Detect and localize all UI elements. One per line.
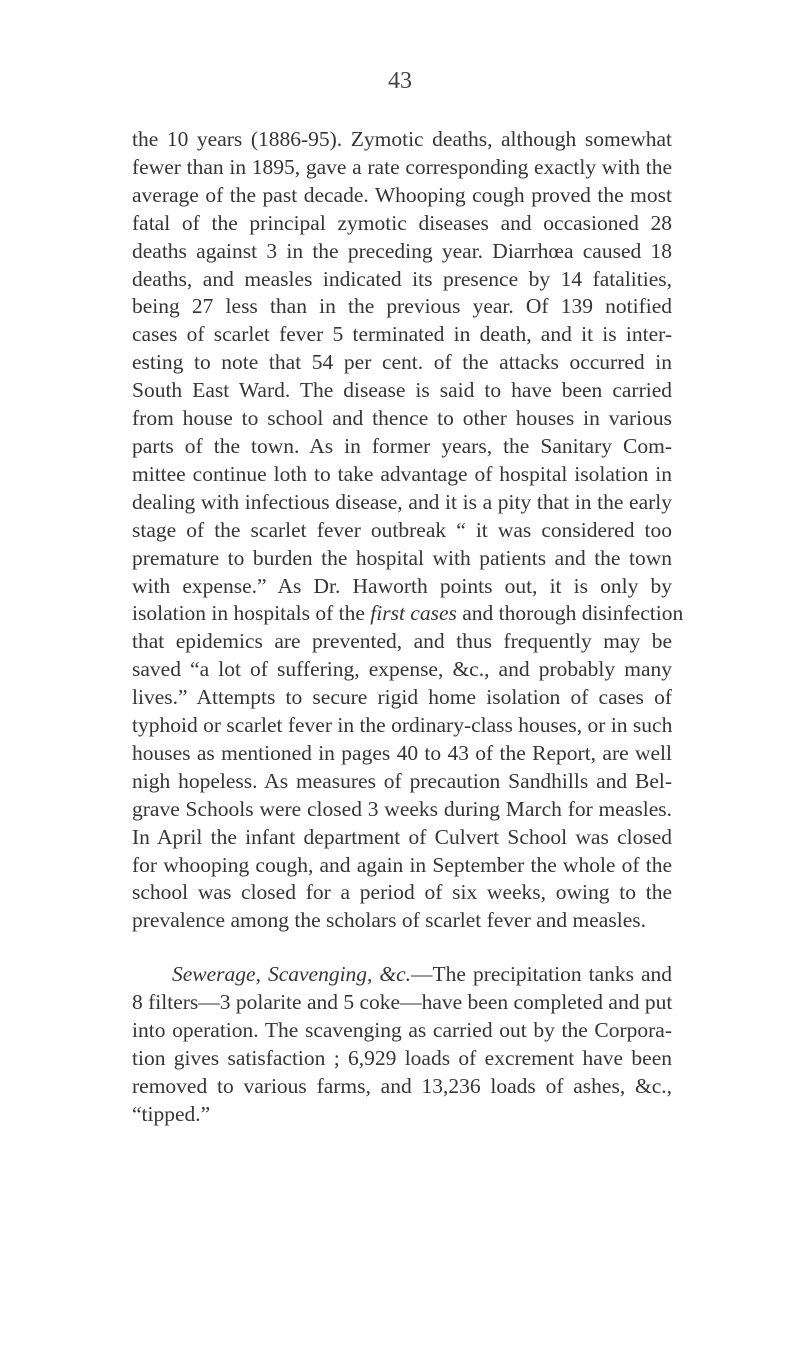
- text-line: mittee continue loth to take advantage of hospital isolation in: [132, 461, 672, 486]
- text-line: grave Schools were closed 3 weeks during March for measles.: [132, 796, 672, 821]
- text-line: premature to burden the hospital with patients and the town: [132, 545, 672, 570]
- text-line: prevalence among the scholars of scarlet fever and measles.: [132, 908, 646, 933]
- page-number: 43: [388, 68, 412, 94]
- text-line: from house to school and thence to other houses in various: [132, 406, 672, 431]
- section-heading: Sewerage, Scavenging, &c.: [172, 962, 412, 987]
- text-line: nigh hopeless. As measures of precaution Sandhills and Bel-: [132, 768, 672, 793]
- text-line: that epidemics are prevented, and thus frequently may be: [132, 629, 672, 654]
- text-line: for whooping cough, and again in September the whole of the: [132, 852, 672, 877]
- text-line: fatal of the principal zymotic diseases and occasioned 28: [132, 210, 672, 235]
- text-line: into operation. The scavenging as carried out by the Corpora-: [132, 1018, 672, 1043]
- text-segment: and thorough disinfection: [456, 601, 684, 626]
- text-line: In April the infant department of Culvert School was closed: [132, 824, 672, 849]
- text-line: houses as mentioned in pages 40 to 43 of the Report, are well: [132, 740, 672, 765]
- text-line: removed to various farms, and 13,236 loads of ashes, &c.,: [132, 1073, 672, 1098]
- text-line: stage of the scarlet fever outbreak “ it was considered too: [132, 517, 672, 542]
- text-line: fewer than in 1895, gave a rate corresponding exactly with the: [132, 154, 672, 179]
- text-segment: —The precipitation tanks and: [411, 962, 672, 987]
- body-text: [132, 126, 684, 1129]
- text-line: [132, 600, 684, 628]
- text-line: deaths against 3 in the preceding year. Diarrhœa caused 18: [132, 238, 672, 263]
- italic-emphasis: first cases: [370, 601, 457, 626]
- text-line: typhoid or scarlet fever in the ordinary-class houses, or in such: [132, 713, 673, 738]
- text-line: parts of the town. As in former years, the Sanitary Com-: [132, 433, 672, 458]
- text-line: cases of scarlet fever 5 terminated in death, and it is inter-: [132, 322, 672, 347]
- text-line: 8 filters—3 polarite and 5 coke—have been completed and put: [132, 990, 673, 1015]
- text-line: average of the past decade. Whooping cough proved the most: [132, 182, 672, 207]
- text-segment: isolation in hospitals of the: [132, 601, 371, 626]
- text-line: dealing with infectious disease, and it is a pity that in the early: [132, 489, 672, 514]
- text-line: lives.” Attempts to secure rigid home isolation of cases of: [132, 685, 672, 710]
- text-line: the 10 years (1886-95). Zymotic deaths, although somewhat: [132, 127, 672, 151]
- text-line: tion gives satisfaction ; 6,929 loads of excrement have been: [132, 1046, 672, 1070]
- text-line: school was closed for a period of six weeks, owing to the: [132, 880, 672, 905]
- text-line: being 27 less than in the previous year. Of 139 notified: [132, 294, 672, 319]
- paragraph-gap: [132, 935, 672, 961]
- text-line: with expense.” As Dr. Haworth points out, it is only by: [132, 573, 672, 598]
- text-line: saved “a lot of suffering, expense, &c., and probably many: [132, 657, 672, 682]
- text-line: esting to note that 54 per cent. of the attacks occurred in: [132, 350, 672, 375]
- section-heading-line: [132, 961, 672, 989]
- text-line: deaths, and measles indicated its presence by 14 fatalities,: [132, 266, 672, 291]
- text-line: “tipped.”: [132, 1101, 211, 1126]
- text-line: South East Ward. The disease is said to have been carried: [132, 378, 672, 403]
